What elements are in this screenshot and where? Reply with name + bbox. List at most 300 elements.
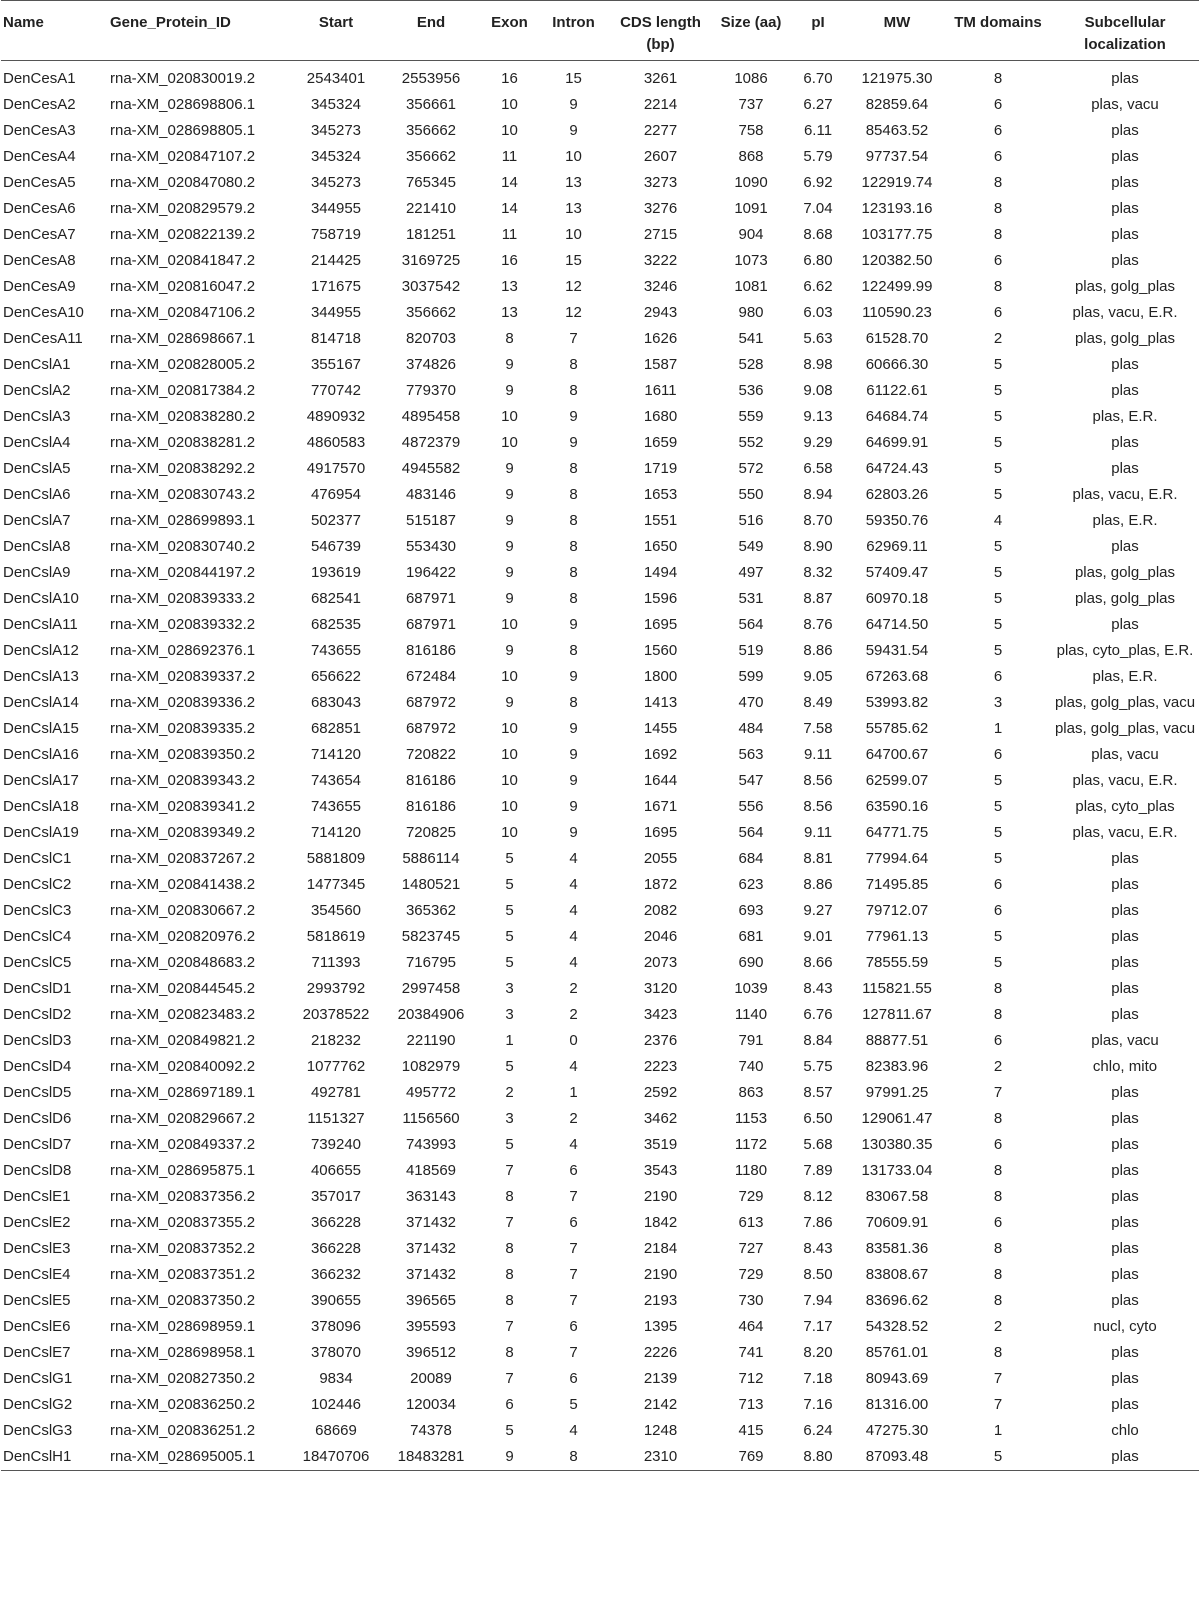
- cell-start: 366232: [310, 1266, 362, 1283]
- cell-mw: 122919.74: [861, 174, 933, 191]
- cell-subcellular-localization: plas, golg_plas: [1074, 564, 1176, 581]
- cell-intron: 9: [569, 96, 578, 113]
- cell-subcellular-localization: plas, vacu: [1091, 746, 1159, 763]
- cell-intron: 9: [569, 824, 578, 841]
- cell-name: DenCslD8: [3, 1162, 72, 1179]
- cell-pi: 6.80: [803, 252, 833, 269]
- cell-end: 4895458: [401, 408, 461, 425]
- cell-size: 1039: [734, 980, 768, 997]
- cell-size: 741: [738, 1344, 764, 1361]
- cell-size: 484: [738, 720, 764, 737]
- table-row: [1, 846, 1199, 872]
- cell-gene-protein-id: rna-XM_020823483.2: [110, 1006, 256, 1023]
- cell-name: DenCesA1: [3, 70, 76, 87]
- cell-name: DenCslA12: [3, 642, 79, 659]
- cell-subcellular-localization: plas: [1111, 252, 1139, 269]
- cell-end: 1480521: [401, 876, 461, 893]
- cell-start: 711393: [311, 954, 361, 971]
- header-cds-length: CDS length (bp): [606, 1, 715, 61]
- cell-cds-length: 2190: [643, 1188, 678, 1205]
- cell-tm-domains: 6: [993, 1136, 1003, 1153]
- cell-pi: 8.86: [803, 876, 833, 893]
- cell-name: DenCslA17: [3, 772, 79, 789]
- cell-gene-protein-id: rna-XM_020837352.2: [110, 1240, 256, 1257]
- cell-pi: 8.32: [803, 564, 833, 581]
- cell-pi: 6.24: [803, 1422, 833, 1439]
- cell-mw: 83067.58: [865, 1188, 929, 1205]
- cell-start: 366228: [310, 1214, 362, 1231]
- header-name: Name: [1, 1, 108, 61]
- cell-intron: 4: [569, 876, 578, 893]
- cell-intron: 12: [565, 278, 582, 295]
- cell-end: 418569: [405, 1162, 457, 1179]
- cell-subcellular-localization: plas, vacu, E.R.: [1072, 304, 1178, 321]
- cell-name: DenCslA18: [3, 798, 79, 815]
- cell-intron: 9: [569, 122, 578, 139]
- table-row: [1, 1236, 1199, 1262]
- cell-tm-domains: 6: [993, 1214, 1003, 1231]
- cell-mw: 62803.26: [865, 486, 929, 503]
- cell-subcellular-localization: plas: [1111, 200, 1139, 217]
- cell-name: DenCesA8: [3, 252, 76, 269]
- cell-exon: 7: [505, 1370, 514, 1387]
- cell-name: DenCslD4: [3, 1058, 72, 1075]
- cell-name: DenCslC1: [3, 850, 72, 867]
- cell-start: 4917570: [306, 460, 366, 477]
- cell-pi: 8.43: [803, 1240, 833, 1257]
- cell-tm-domains: 7: [993, 1084, 1003, 1101]
- cell-cds-length: 3222: [643, 252, 678, 269]
- cell-name: DenCesA4: [3, 148, 76, 165]
- cell-gene-protein-id: rna-XM_020837267.2: [110, 850, 256, 867]
- cell-start: 390655: [310, 1292, 362, 1309]
- cell-size: 727: [738, 1240, 764, 1257]
- cell-pi: 6.58: [803, 460, 833, 477]
- cell-end: 196422: [405, 564, 457, 581]
- cell-size: 531: [738, 590, 764, 607]
- cell-gene-protein-id: rna-XM_020837355.2: [110, 1214, 256, 1231]
- cell-size: 1090: [734, 174, 768, 191]
- cell-gene-protein-id: rna-XM_020820976.2: [110, 928, 256, 945]
- cell-gene-protein-id: rna-XM_020844545.2: [110, 980, 256, 997]
- cell-tm-domains: 1: [993, 1422, 1003, 1439]
- cell-exon: 10: [501, 408, 518, 425]
- cell-tm-domains: 8: [993, 278, 1003, 295]
- cell-intron: 7: [569, 330, 578, 347]
- cell-size: 769: [715, 1444, 787, 1471]
- table-row: [1, 482, 1199, 508]
- cell-pi: 9.27: [803, 902, 833, 919]
- cell-size: 599: [738, 668, 764, 685]
- cell-end: 395593: [405, 1318, 457, 1335]
- table-row: [1, 1002, 1199, 1028]
- cell-intron: 2: [569, 980, 578, 997]
- cell-subcellular-localization: plas, E.R.: [1092, 668, 1158, 685]
- cell-end: 687971: [405, 616, 457, 633]
- cell-gene-protein-id: rna-XM_020839336.2: [110, 694, 256, 711]
- cell-cds-length: 3423: [643, 1006, 678, 1023]
- cell-start: 4860583: [306, 434, 366, 451]
- cell-gene-protein-id: rna-XM_020836251.2: [110, 1422, 256, 1439]
- cell-mw: 63590.16: [865, 798, 929, 815]
- cell-exon: 9: [505, 460, 514, 477]
- cell-end: 181251: [405, 226, 457, 243]
- cell-subcellular-localization: plas: [1111, 356, 1139, 373]
- cell-gene-protein-id: rna-XM_028692376.1: [110, 642, 256, 659]
- cell-exon: 3: [505, 1006, 514, 1023]
- cell-size: 904: [738, 226, 764, 243]
- cell-size: 868: [738, 148, 764, 165]
- cell-pi: 8.81: [803, 850, 833, 867]
- cell-start: 1477345: [306, 876, 366, 893]
- cell-intron: 4: [569, 1136, 578, 1153]
- cell-subcellular-localization: plas, golg_plas: [1074, 590, 1176, 607]
- cell-subcellular-localization: plas: [1111, 1188, 1139, 1205]
- cell-name: DenCslD1: [3, 980, 72, 997]
- cell-cds-length: 2223: [643, 1058, 678, 1075]
- cell-subcellular-localization: chlo: [1111, 1422, 1139, 1439]
- cell-subcellular-localization: plas, cyto_plas, E.R.: [1056, 642, 1194, 659]
- cell-end: 4872379: [401, 434, 461, 451]
- cell-name: DenCslA10: [3, 590, 79, 607]
- cell-gene-protein-id: rna-XM_020839332.2: [110, 616, 256, 633]
- cell-pi: 8.80: [787, 1444, 849, 1471]
- cell-start: 357017: [310, 1188, 362, 1205]
- cell-pi: 6.50: [803, 1110, 833, 1127]
- cell-intron: 10: [565, 226, 582, 243]
- cell-intron: 9: [569, 408, 578, 425]
- cell-cds-length: 2073: [643, 954, 678, 971]
- cell-exon: 9: [505, 694, 514, 711]
- cell-mw: 70609.91: [865, 1214, 929, 1231]
- cell-intron: 8: [569, 486, 578, 503]
- cell-gene-protein-id: rna-XM_028698958.1: [110, 1344, 256, 1361]
- cell-gene-protein-id: rna-XM_020830019.2: [110, 70, 256, 87]
- cell-subcellular-localization: plas: [1111, 1370, 1139, 1387]
- cell-tm-domains: 8: [993, 1110, 1003, 1127]
- cell-cds-length: 1659: [643, 434, 678, 451]
- cell-start: 492781: [310, 1084, 362, 1101]
- cell-pi: 8.56: [803, 772, 833, 789]
- cell-end: 356662: [405, 148, 457, 165]
- cell-end: 20089: [410, 1370, 452, 1387]
- cell-pi: 8.68: [803, 226, 833, 243]
- cell-cds-length: 1596: [643, 590, 678, 607]
- cell-exon: 8: [505, 330, 514, 347]
- cell-size: 559: [738, 408, 764, 425]
- cell-tm-domains: 5: [993, 642, 1003, 659]
- cell-end: 371432: [405, 1214, 457, 1231]
- cell-end: 1156560: [402, 1110, 460, 1127]
- cell-cds-length: 3261: [643, 70, 678, 87]
- cell-end: 3037542: [401, 278, 461, 295]
- cell-gene-protein-id: rna-XM_020838281.2: [110, 434, 256, 451]
- cell-end: 743993: [405, 1136, 457, 1153]
- cell-subcellular-localization: plas: [1111, 1396, 1139, 1413]
- cell-start: 656622: [310, 668, 362, 685]
- cell-tm-domains: 7: [993, 1370, 1003, 1387]
- cell-mw: 64724.43: [865, 460, 929, 477]
- cell-name: DenCslC2: [3, 876, 72, 893]
- cell-intron: 6: [569, 1214, 578, 1231]
- cell-size: 730: [738, 1292, 764, 1309]
- cell-size: 740: [738, 1058, 764, 1075]
- cell-end: 396512: [405, 1344, 457, 1361]
- cell-tm-domains: 5: [993, 772, 1003, 789]
- table-row: [1, 924, 1199, 950]
- cell-tm-domains: 5: [993, 590, 1003, 607]
- cell-tm-domains: 8: [993, 70, 1003, 87]
- cell-size: 980: [738, 304, 764, 321]
- cell-subcellular-localization: plas, vacu: [1091, 96, 1159, 113]
- cell-intron: 9: [569, 720, 578, 737]
- cell-cds-length: 2190: [643, 1266, 678, 1283]
- cell-name: DenCesA11: [3, 330, 83, 347]
- cell-cds-length: 2184: [643, 1240, 678, 1257]
- cell-gene-protein-id: rna-XM_020827350.2: [110, 1370, 256, 1387]
- cell-size: 737: [738, 96, 764, 113]
- cell-name: DenCslA1: [3, 356, 71, 373]
- cell-gene-protein-id: rna-XM_020828005.2: [110, 356, 256, 373]
- cell-name: DenCslE6: [3, 1318, 71, 1335]
- cell-end: 687972: [405, 694, 457, 711]
- cell-name: DenCesA10: [3, 304, 84, 321]
- cell-intron: 15: [565, 70, 582, 87]
- cell-end: 687972: [405, 720, 457, 737]
- cell-exon: 5: [505, 954, 514, 971]
- cell-mw: 87093.48: [849, 1444, 945, 1471]
- cell-mw: 83696.62: [865, 1292, 929, 1309]
- cell-cds-length: 1692: [643, 746, 678, 763]
- table-row: [1, 248, 1199, 274]
- cell-intron: 12: [565, 304, 582, 321]
- cell-tm-domains: 8: [993, 980, 1003, 997]
- cell-intron: 10: [565, 148, 582, 165]
- cell-mw: 71495.85: [865, 876, 929, 893]
- cell-mw: 59431.54: [865, 642, 929, 659]
- cell-intron: 8: [541, 1444, 606, 1471]
- cell-cds-length: 1650: [643, 538, 678, 555]
- cell-size: 713: [738, 1396, 764, 1413]
- cell-pi: 8.90: [803, 538, 833, 555]
- cell-subcellular-localization: plas, cyto_plas: [1075, 798, 1175, 815]
- cell-size: 556: [738, 798, 764, 815]
- cell-pi: 8.76: [803, 616, 833, 633]
- cell-exon: 9: [505, 538, 514, 555]
- cell-intron: 9: [569, 668, 578, 685]
- table-row: [1, 456, 1199, 482]
- cell-pi: 9.13: [803, 408, 833, 425]
- cell-exon: 13: [501, 278, 518, 295]
- cell-cds-length: 2277: [643, 122, 678, 139]
- cell-name: DenCslC5: [3, 954, 72, 971]
- cell-exon: 10: [501, 616, 518, 633]
- cell-exon: 9: [505, 356, 514, 373]
- cell-subcellular-localization: plas, golg_plas: [1074, 278, 1176, 295]
- cell-cds-length: 2082: [643, 902, 678, 919]
- cell-subcellular-localization: plas, golg_plas, vacu: [1054, 720, 1196, 737]
- cell-subcellular-localization: plas, vacu, E.R.: [1072, 772, 1178, 789]
- cell-size: 693: [738, 902, 764, 919]
- table-row: [1, 1132, 1199, 1158]
- cell-mw: 82383.96: [865, 1058, 929, 1075]
- cell-pi: 9.05: [803, 668, 833, 685]
- cell-gene-protein-id: rna-XM_028695875.1: [110, 1162, 256, 1179]
- cell-tm-domains: 5: [993, 538, 1003, 555]
- cell-exon: 9: [505, 564, 514, 581]
- cell-gene-protein-id: rna-XM_020839350.2: [110, 746, 256, 763]
- cell-subcellular-localization: plas: [1111, 1214, 1139, 1231]
- cell-pi: 8.12: [803, 1188, 833, 1205]
- cell-gene-protein-id: rna-XM_020849337.2: [110, 1136, 256, 1153]
- cell-gene-protein-id: rna-XM_020838292.2: [110, 460, 256, 477]
- cell-mw: 64771.75: [865, 824, 929, 841]
- cell-intron: 8: [569, 460, 578, 477]
- cell-size: 415: [738, 1422, 764, 1439]
- cell-exon: 10: [501, 434, 518, 451]
- table-row: [1, 118, 1199, 144]
- cell-tm-domains: 6: [993, 148, 1003, 165]
- cell-name: DenCslA16: [3, 746, 79, 763]
- cell-tm-domains: 5: [993, 954, 1003, 971]
- table-row: [1, 586, 1199, 612]
- table-row: [1, 352, 1199, 378]
- cell-start: 682535: [310, 616, 362, 633]
- table-row: [1, 1028, 1199, 1054]
- table-row: [1, 1340, 1199, 1366]
- table-row: [1, 378, 1199, 404]
- cell-gene-protein-id: rna-XM_028698806.1: [110, 96, 256, 113]
- cell-pi: 8.57: [803, 1084, 833, 1101]
- cell-name: DenCslA3: [3, 408, 71, 425]
- cell-exon: 9: [505, 382, 514, 399]
- cell-mw: 103177.75: [861, 226, 933, 243]
- cell-start: 193619: [310, 564, 362, 581]
- cell-exon: 10: [501, 798, 518, 815]
- cell-pi: 7.89: [803, 1162, 833, 1179]
- cell-pi: 7.16: [803, 1396, 833, 1413]
- table-row: [1, 274, 1199, 300]
- cell-subcellular-localization: plas, vacu, E.R.: [1072, 486, 1178, 503]
- cell-size: 536: [738, 382, 764, 399]
- table-row: [1, 170, 1199, 196]
- cell-end: 779370: [405, 382, 457, 399]
- cell-gene-protein-id: rna-XM_020838280.2: [110, 408, 256, 425]
- cell-name: DenCslA14: [3, 694, 79, 711]
- cell-subcellular-localization: plas: [1111, 928, 1139, 945]
- cell-mw: 83808.67: [865, 1266, 929, 1283]
- table-row: [1, 1418, 1199, 1444]
- cell-exon: 5: [505, 1136, 514, 1153]
- cell-size: 863: [738, 1084, 764, 1101]
- cell-exon: 13: [501, 304, 518, 321]
- cell-intron: 8: [569, 356, 578, 373]
- cell-intron: 7: [569, 1292, 578, 1309]
- cell-tm-domains: 8: [993, 174, 1003, 191]
- cell-intron: 7: [569, 1344, 578, 1361]
- table-row: [1, 898, 1199, 924]
- cell-start: 2543401: [306, 70, 366, 87]
- cell-cds-length: 2943: [643, 304, 678, 321]
- cell-cds-length: 2055: [643, 850, 678, 867]
- cell-name: DenCslE1: [3, 1188, 71, 1205]
- cell-subcellular-localization: plas: [1111, 1240, 1139, 1257]
- cell-mw: 78555.59: [865, 954, 929, 971]
- cell-mw: 64714.50: [865, 616, 929, 633]
- cell-end: 672484: [405, 668, 457, 685]
- cell-subcellular-localization: chlo, mito: [1092, 1058, 1158, 1075]
- cell-cds-length: 2310: [606, 1444, 715, 1471]
- cell-gene-protein-id: rna-XM_020839333.2: [110, 590, 256, 607]
- cell-gene-protein-id: rna-XM_020816047.2: [110, 278, 256, 295]
- cell-tm-domains: 5: [993, 460, 1003, 477]
- cell-subcellular-localization: plas: [1111, 980, 1139, 997]
- cell-gene-protein-id: rna-XM_020830743.2: [110, 486, 256, 503]
- cell-gene-protein-id: rna-XM_020830667.2: [110, 902, 256, 919]
- cell-tm-domains: 1: [993, 720, 1003, 737]
- cell-gene-protein-id: rna-XM_028698667.1: [110, 330, 256, 347]
- cell-mw: 79712.07: [865, 902, 929, 919]
- cell-exon: 8: [505, 1188, 514, 1205]
- cell-subcellular-localization: plas: [1111, 1162, 1139, 1179]
- cell-end: 356662: [405, 122, 457, 139]
- cell-cds-length: 1872: [643, 876, 678, 893]
- cell-name: DenCesA2: [3, 96, 76, 113]
- cell-tm-domains: 8: [993, 200, 1003, 217]
- cell-tm-domains: 8: [993, 1188, 1003, 1205]
- header-row: [1, 1, 1199, 61]
- cell-cds-length: 1653: [643, 486, 678, 503]
- cell-exon: 7: [505, 1214, 514, 1231]
- table-row: [1, 638, 1199, 664]
- cell-exon: 5: [505, 876, 514, 893]
- cell-exon: 3: [505, 1110, 514, 1127]
- cell-size: 729: [738, 1188, 764, 1205]
- table-row: [1, 742, 1199, 768]
- cell-exon: 5: [505, 902, 514, 919]
- cell-tm-domains: 5: [993, 564, 1003, 581]
- cell-subcellular-localization: plas, golg_plas, vacu: [1054, 694, 1196, 711]
- cell-mw: 67263.68: [865, 668, 929, 685]
- cell-name: DenCslA15: [3, 720, 79, 737]
- cell-tm-domains: 8: [993, 1344, 1003, 1361]
- cell-gene-protein-id: rna-XM_020837350.2: [110, 1292, 256, 1309]
- cell-exon: 14: [501, 200, 518, 217]
- table-row: [1, 560, 1199, 586]
- cell-size: 470: [738, 694, 764, 711]
- cell-subcellular-localization: plas, E.R.: [1092, 408, 1158, 425]
- cell-start: 354560: [310, 902, 362, 919]
- table-row: [1, 326, 1199, 352]
- table-row: [1, 1158, 1199, 1184]
- cell-pi: 8.56: [803, 798, 833, 815]
- cell-start: 4890932: [306, 408, 366, 425]
- cell-gene-protein-id: rna-XM_020841847.2: [110, 252, 256, 269]
- cell-mw: 110590.23: [862, 304, 932, 321]
- cell-intron: 6: [569, 1162, 578, 1179]
- cell-end: 816186: [405, 798, 457, 815]
- cell-size: 1172: [734, 1136, 768, 1153]
- cell-gene-protein-id: rna-XM_028697189.1: [110, 1084, 256, 1101]
- cell-mw: 115821.55: [862, 980, 932, 997]
- cell-exon: 10: [501, 746, 518, 763]
- cell-exon: 10: [501, 668, 518, 685]
- cell-gene-protein-id: rna-XM_020817384.2: [110, 382, 256, 399]
- cell-pi: 8.66: [803, 954, 833, 971]
- cell-name: DenCesA6: [3, 200, 76, 217]
- cell-tm-domains: 5: [993, 408, 1003, 425]
- cell-pi: 9.08: [803, 382, 833, 399]
